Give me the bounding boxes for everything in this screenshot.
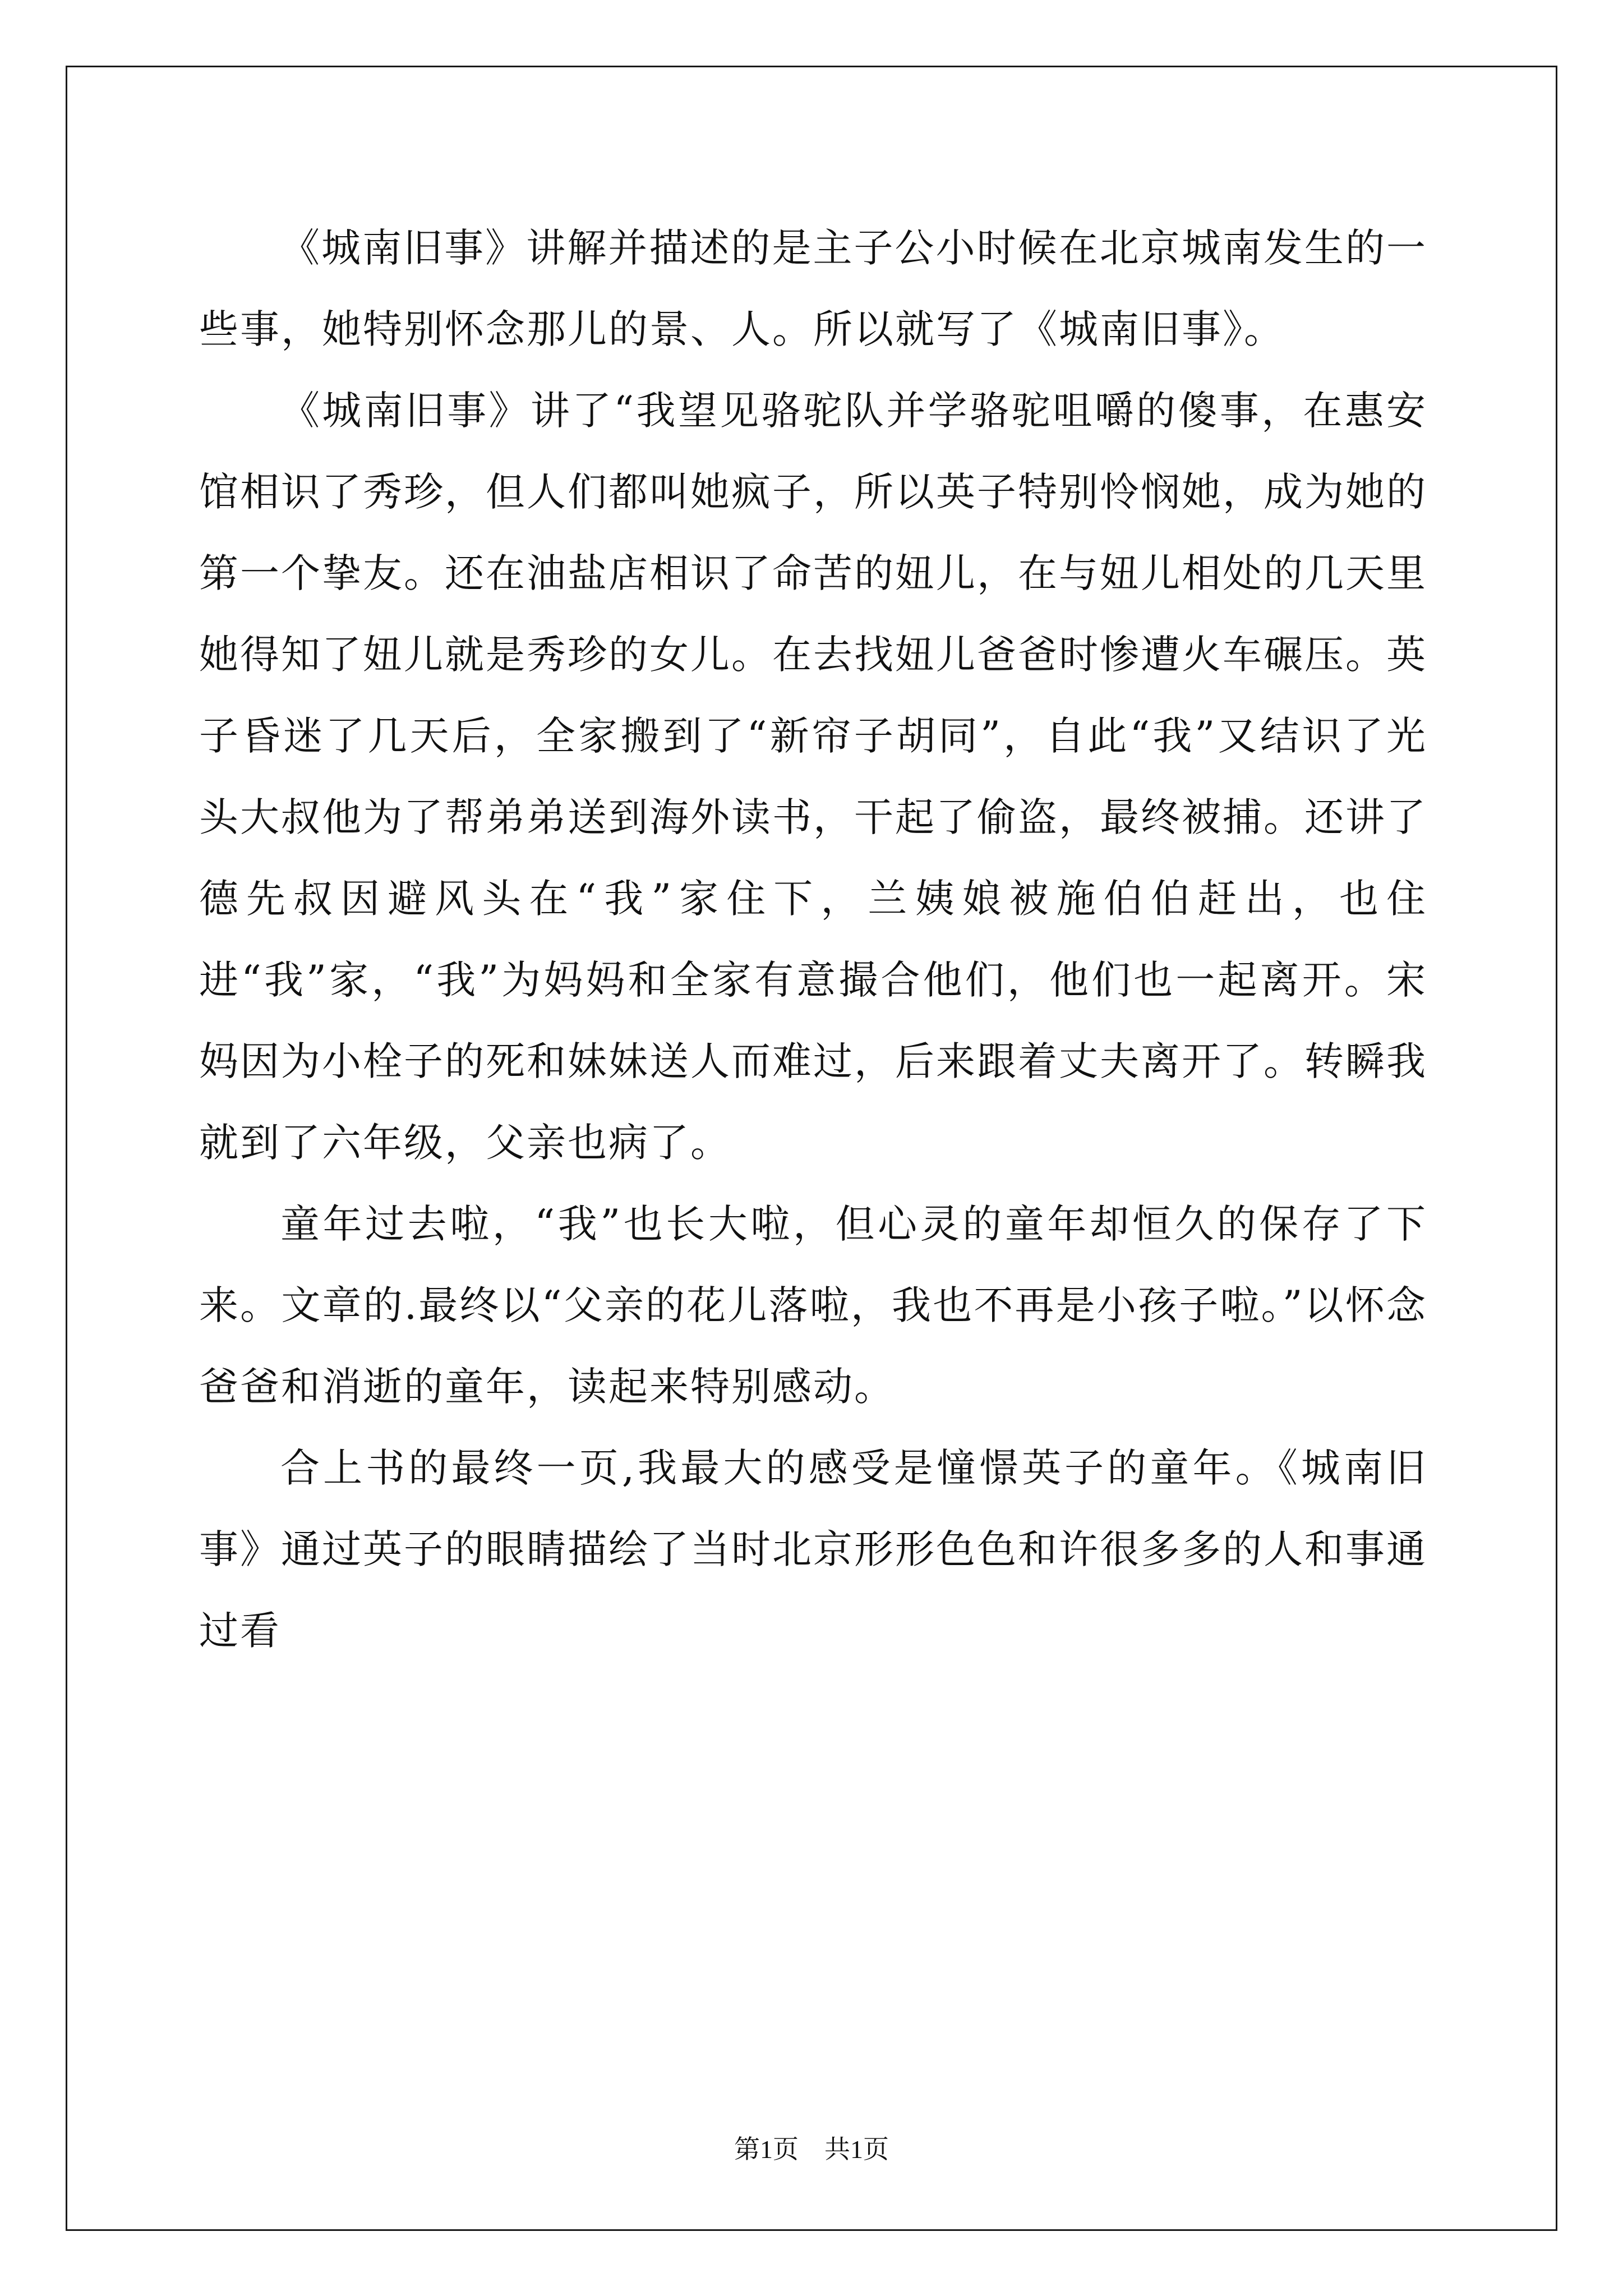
paragraph-4: 合上书的最终一页,我最大的感受是憧憬英子的童年。《城南旧事》通过英子的眼睛描绘了当时北京形形色色和许很多多的人和事通过看 bbox=[199, 1445, 1427, 1654]
paragraph-2: 《城南旧事》讲了“我望见骆驼队并学骆驼咀嚼的傻事，在惠安馆相识了秀珍，但人们都叫她疯子，所以英子特别怜悯她，成为她的第一个挚友。还在油盐店相识了命苦的妞儿，在与妞儿相处的几天里她得知了妞儿就是秀珍的女儿。在去找妞儿爸爸时惨遭火车碾压。英子昏迷了几天后，全家搬到了“新帘子胡同”，自此“我”又结识了光头大叔他为了帮弟弟送到海外读书，干起了偷盗，最终被捕。还讲了德先叔因避风头在“我”家住下，兰姨娘被施伯伯赶出，也住进“我”家，“我”为妈妈和全家有意撮合他们，他们也一起离开。宋妈因为小栓子的死和妹妹送人而难过，后来跟着丈夫离开了。转瞬我就到了六年级，父亲也病了。 bbox=[199, 388, 1427, 1166]
page-number-footer: 第1页 共1页 bbox=[734, 2135, 889, 2164]
paragraph-3: 童年过去啦，“我”也长大啦，但心灵的童年却恒久的保存了下来。文章的.最终以“父亲的花儿落啦，我也不再是小孩子啦。”以怀念爸爸和消逝的童年，读起来特别感动。 bbox=[199, 1201, 1427, 1410]
paragraph-1: 《城南旧事》讲解并描述的是主子公小时候在北京城南发生的一些事，她特别怀念那儿的景、人。所以就写了《城南旧事》。 bbox=[199, 225, 1427, 352]
document-body bbox=[199, 208, 1427, 1672]
